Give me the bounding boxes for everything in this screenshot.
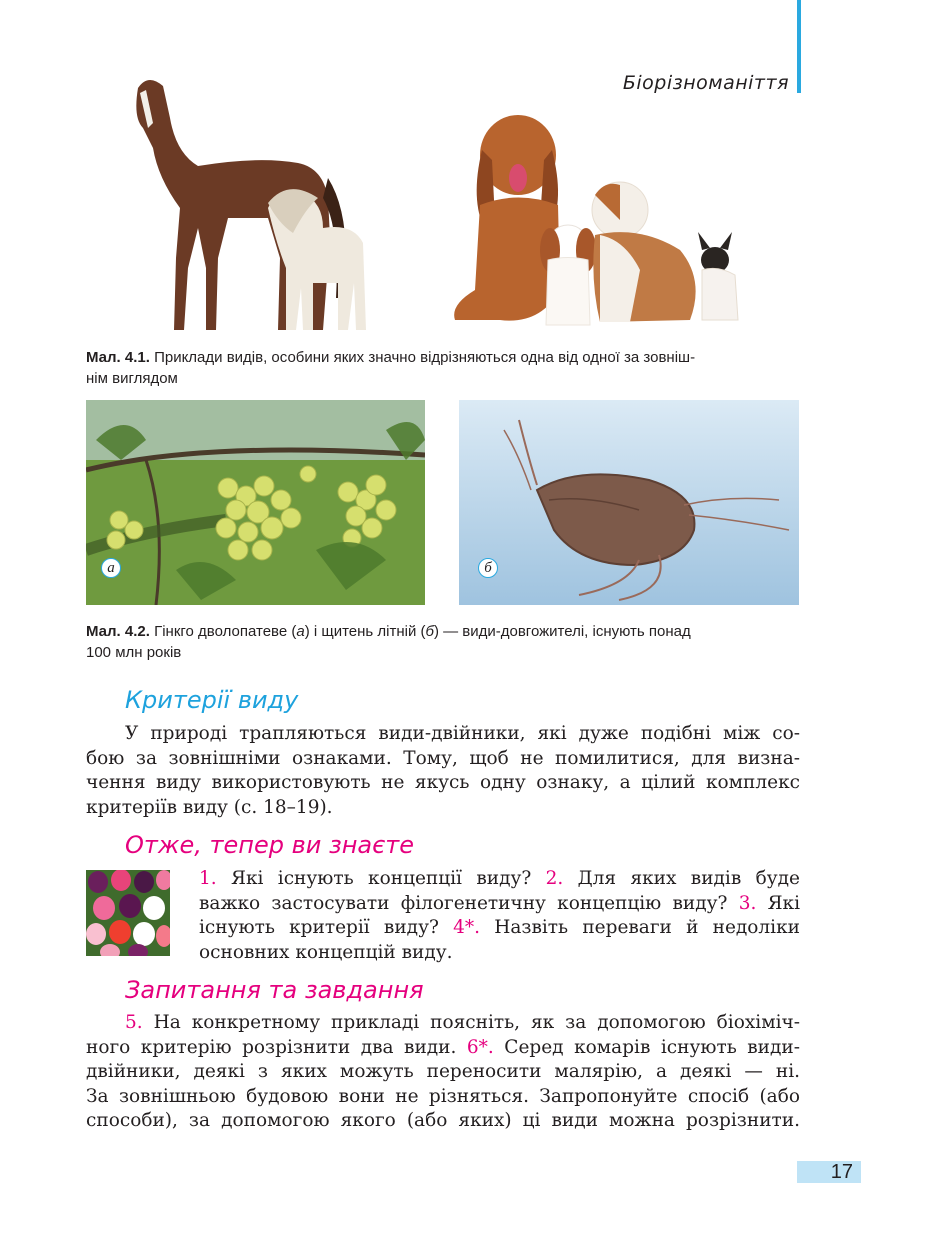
dogs-photo — [440, 110, 758, 330]
figure-4-2-caption-part: Гінкго дволопатеве ( — [149, 623, 297, 640]
figure-4-2-caption — [86, 621, 800, 663]
figure-4-1-caption-text-2: нім виглядом — [86, 370, 178, 387]
criteria-line: бою за зовнішніми ознаками. Тому, щоб не помилитися, для визна- — [86, 747, 800, 769]
question-text: основних концепцій виду. — [199, 941, 453, 963]
criteria-line: чення виду використовують не якусь одну ознаку, а цілий комплекс — [86, 772, 800, 793]
cavalier-illustration — [540, 225, 596, 325]
triops-photo — [459, 400, 799, 605]
figure-4-2-caption-part: ) і щитень літній ( — [304, 623, 426, 640]
bloodhound-illustration — [454, 115, 560, 321]
question-number: 4*. — [453, 917, 480, 938]
task-number: 6*. — [466, 1036, 494, 1058]
figure-4-2-caption-b: б — [425, 623, 434, 640]
figure-4-2-label: Мал. 4.2. — [86, 623, 150, 640]
task-text: Серед комарів існують види- — [493, 1036, 800, 1058]
tasks-line — [86, 1036, 800, 1061]
triops-label-b: б — [478, 558, 498, 578]
figure-4-2-caption-a: а — [296, 623, 305, 640]
page-number: 17 — [830, 1161, 853, 1183]
tasks-line: способи), за допомогою якого (або яких) ці види можна розрізнити. — [86, 1110, 800, 1131]
triops-illustration — [459, 400, 799, 605]
ginkgo-label-a: а — [101, 558, 121, 578]
bulldog-illustration — [592, 182, 696, 322]
criteria-paragraph — [86, 722, 800, 820]
summary-line — [199, 867, 800, 892]
criteria-line: У природі трапляються види-двійники, які дуже подібні між со- — [125, 723, 800, 744]
ginkgo-photo — [86, 400, 425, 605]
page-number-box — [797, 1161, 861, 1183]
horses-photo — [118, 68, 380, 336]
question-number: 3. — [738, 892, 757, 914]
figure-4-1-caption-text: Приклади видів, особини яких значно відрізняються одна від одної за зовніш- — [149, 349, 696, 366]
tasks-paragraph — [86, 1011, 800, 1134]
question-text: Які — [756, 892, 800, 914]
section-title-criteria: Критерії виду — [125, 686, 299, 714]
tasks-line: двійники, деякі з яких можуть переносити малярію, а деякі — ні. — [86, 1061, 800, 1082]
question-text: Назвіть переваги й недоліки — [480, 917, 800, 938]
figure-4-2-caption-part: ) — види-довгожителі, існують понад — [433, 623, 691, 640]
question-text: Які існують концепції виду? — [216, 868, 546, 889]
task-text: На конкретному прикладі поясніть, як за допомогою біохіміч- — [142, 1012, 800, 1033]
tasks-line — [86, 1011, 800, 1036]
header-rule — [797, 0, 801, 93]
task-text: ного критерію розрізнити два види. — [86, 1036, 467, 1058]
figure-4-1-caption — [86, 347, 800, 389]
chihuahua-illustration — [698, 232, 738, 320]
question-text: Для яких видів буде — [563, 868, 800, 889]
question-text: існують критерії виду? — [199, 917, 454, 938]
summary-line — [199, 892, 800, 917]
figure-4-2-caption-line-2: 100 млн років — [86, 644, 182, 661]
question-number: 2. — [545, 868, 564, 889]
criteria-line: критеріїв виду (с. 18–19). — [86, 796, 333, 818]
summary-line — [199, 916, 800, 941]
running-title: Біорізноманіття — [622, 72, 789, 94]
ginkgo-illustration — [86, 400, 425, 605]
tulips-thumbnail — [86, 870, 170, 956]
summary-line — [199, 941, 800, 966]
question-number: 1. — [199, 868, 217, 889]
question-text: важко застосувати філогенетичну концепцію виду? — [199, 892, 739, 914]
task-number: 5. — [125, 1012, 143, 1033]
section-title-tasks: Запитання та завдання — [125, 976, 424, 1004]
section-title-summary: Отже, тепер ви знаєте — [125, 831, 415, 859]
figure-4-1-label: Мал. 4.1. — [86, 349, 150, 366]
summary-questions — [199, 867, 800, 965]
tasks-line: За зовнішньою будовою вони не різняться. Запропонуйте спосіб (або — [86, 1085, 800, 1107]
